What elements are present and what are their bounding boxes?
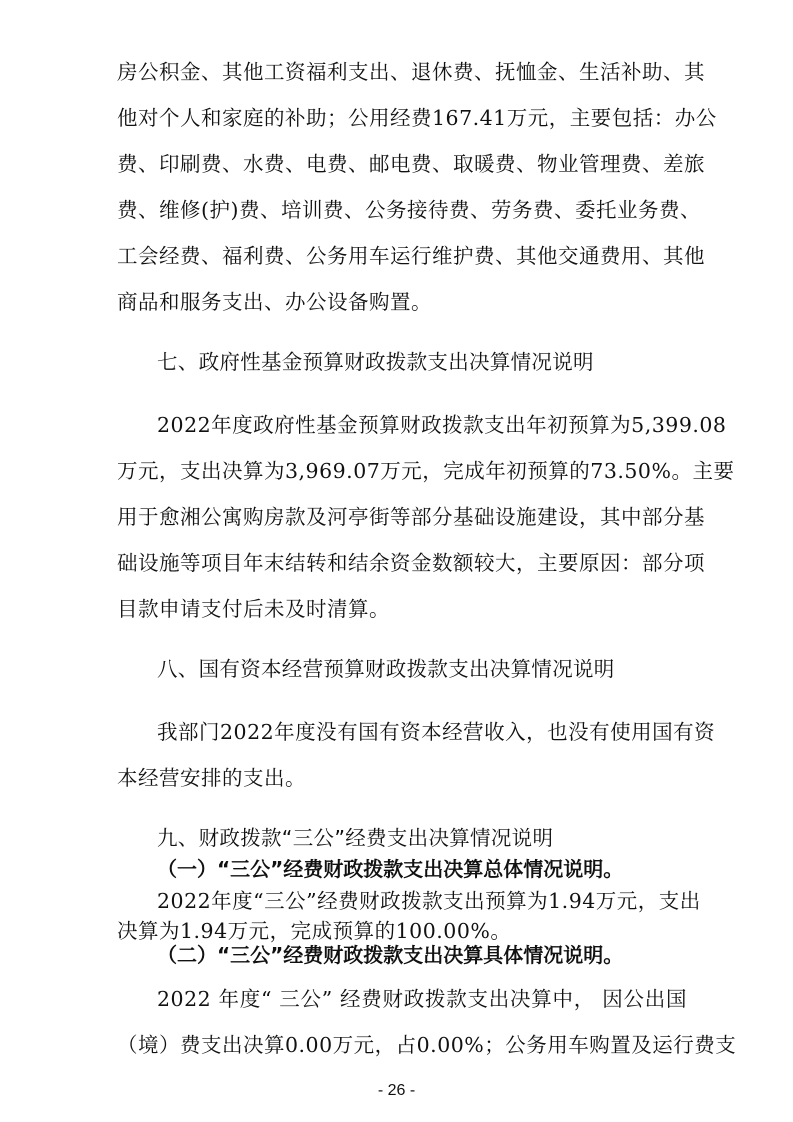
paragraph-line: 他对个人和家庭的补助；公用经费167.41万元，主要包括：办公 xyxy=(117,106,717,130)
section-heading-7: 七、政府性基金预算财政拨款支出决算情况说明 xyxy=(157,350,594,374)
section-heading-9: 九、财政拨款“三公”经费支出决算情况说明 xyxy=(157,826,554,850)
paragraph-line: 础设施等项目年末结转和结余资金数额较大，主要原因：部分项 xyxy=(117,551,705,575)
paragraph-line: 目款申请支付后未及时清算。 xyxy=(117,597,390,621)
subsection-heading-1: （一）“三公”经费财政拨款支出决算总体情况说明。 xyxy=(157,857,624,881)
paragraph-line: 用于愈湘公寓购房款及河亭街等部分基础设施建设，其中部分基 xyxy=(117,505,705,529)
paragraph-line: 万元，支出决算为3,969.07万元，完成年初预算的73.50%。主要 xyxy=(117,459,735,483)
paragraph-line: 商品和服务支出、办公设备购置。 xyxy=(117,290,432,314)
page-number: - 26 - xyxy=(377,1082,416,1099)
paragraph-line: 工会经费、福利费、公务用车运行维护费、其他交通费用、其他 xyxy=(117,244,705,268)
paragraph-line: （境）费支出决算0.00万元，占0.00%；公务用车购置及运行费支 xyxy=(117,1033,737,1057)
paragraph-line: 本经营安排的支出。 xyxy=(117,766,306,790)
paragraph-line: 决算为1.94万元，完成预算的100.00%。 xyxy=(117,919,512,943)
paragraph-line: 2022 年度“ 三公” 经费财政拨款支出决算中， 因公出国 xyxy=(157,987,687,1011)
paragraph-line: 2022年度政府性基金预算财政拨款支出年初预算为5,399.08 xyxy=(157,413,727,437)
paragraph-line: 费、印刷费、水费、电费、邮电费、取暖费、物业管理费、差旅 xyxy=(117,152,705,176)
paragraph-line: 费、维修(护)费、培训费、公务接待费、劳务费、委托业务费、 xyxy=(117,198,701,222)
paragraph-line: 房公积金、其他工资福利支出、退休费、抚恤金、生活补助、其 xyxy=(117,60,705,84)
paragraph-line: 2022年度“三公”经费财政拨款支出预算为1.94万元，支出 xyxy=(157,889,701,913)
section-heading-8: 八、国有资本经营预算财政拨款支出决算情况说明 xyxy=(157,657,615,681)
subsection-heading-2: （二）“三公”经费财政拨款支出决算具体情况说明。 xyxy=(157,943,624,967)
paragraph-line: 我部门2022年度没有国有资本经营收入，也没有使用国有资 xyxy=(157,720,716,744)
